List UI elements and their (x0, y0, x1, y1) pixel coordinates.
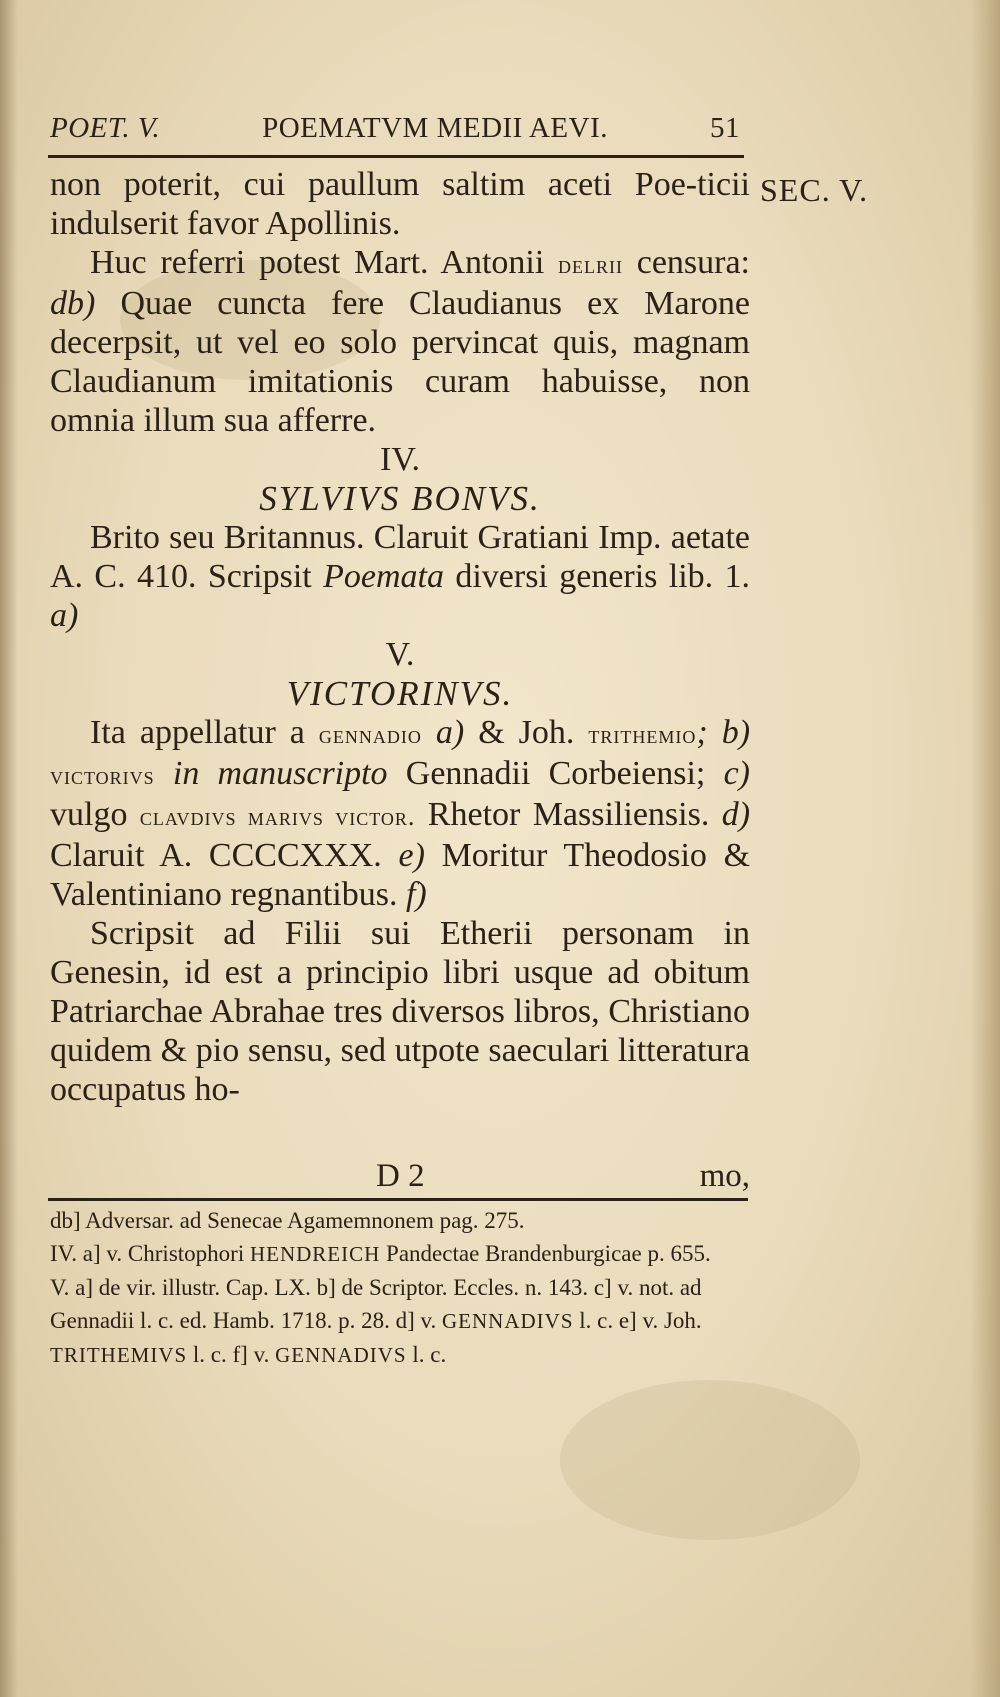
header-rule (48, 155, 744, 158)
author-name: gennadio (318, 720, 422, 749)
signature-line (50, 1158, 750, 1198)
footnote: db] Adversar. ad Senecae Agamemnonem pag. 275. (50, 1208, 525, 1233)
section-number: V. (385, 636, 415, 673)
text-run: Moritur Theodosio & Valentiniano regnantibus. (50, 837, 751, 913)
text-run: Rhetor Massiliensis. (427, 796, 710, 833)
footnote (50, 1237, 770, 1271)
footnotes (50, 1204, 770, 1372)
text-run: l. c. (412, 1342, 447, 1367)
text-run: l. c. f] v. (192, 1342, 270, 1367)
author-name: GENNADIVS (275, 1343, 407, 1367)
text-run: IV. a] v. Christophori (50, 1241, 245, 1266)
text-run: Quae cuncta fere Claudianus ex Marone decerpsit, ut vel eo solo pervincat quis, magnam Claudianum imitationis curam habuisse, non omnia illum sua afferre. (50, 285, 751, 439)
text-run: in manuscripto (172, 755, 388, 792)
text-run: Huc referri potest Mart. Antonii (90, 244, 545, 281)
text-run: l. c. e] v. Joh. (579, 1308, 702, 1333)
header-left: POET. V. (50, 112, 161, 144)
footnote-ref: a) (435, 714, 465, 751)
footnote-ref: d) (721, 796, 751, 833)
text-run: & Joh. (478, 714, 575, 751)
text-run: Brito seu Britannus. Claruit Gratiani Imp. aetate A. C. 410. Scripsit (50, 519, 750, 595)
author-name: trithemio (588, 720, 697, 749)
text-run: Gennadii Corbeiensi; (405, 755, 706, 792)
footnote-rule (48, 1198, 748, 1201)
author-name: TRITHEMIVS (50, 1343, 188, 1367)
paragraph: Scripsit ad Filii sui Etherii personam in Genesin, id est a principio libri usque ad obitum Patriarchae Abrahae tres diversos libros, Christiano quidem & pio sensu, sed utpote saeculari litteratura occupatus ho- (50, 915, 750, 1108)
text-run: censura: (636, 244, 751, 281)
author-name: delrii (558, 250, 623, 279)
work-title: Poemata (323, 558, 444, 595)
footnote-ref: c) (723, 755, 751, 792)
margin-note: SEC. V. (760, 172, 869, 208)
text-run: vulgo (50, 796, 128, 833)
text-run: diversi generis lib. 1. (455, 558, 751, 595)
paragraph: non poterit, cui paullum saltim aceti Poe-ticii indulserit favor Apollinis. (50, 166, 750, 242)
footnote (50, 1271, 770, 1372)
text-run: Claruit A. CCCCXXX. (50, 837, 382, 874)
footnote-ref: f) (405, 876, 427, 913)
author-name: clavdivs marivs victor. (139, 802, 416, 831)
section-number: IV. (380, 441, 420, 478)
text-run: Pandectae Brandenburgicae p. 655. (386, 1241, 711, 1266)
text-run: V. a] de vir. illustr. Cap. LX. b] de Scriptor. Eccles. n. 143. c] v. not. ad Gennadii l. c. ed. Hamb. 1718. p. 28. d] v. (50, 1275, 702, 1333)
catchword: mo, (699, 1158, 750, 1194)
foxing-stain (560, 1380, 860, 1540)
page-number: 51 (710, 112, 740, 144)
footnote-ref: db) (50, 285, 96, 322)
author-name: HENDREICH (249, 1242, 381, 1266)
paragraph (50, 518, 750, 635)
paragraph (50, 243, 750, 440)
footnote-ref: a) (50, 597, 79, 634)
footnote-ref: ; b) (696, 714, 751, 751)
section-heading: SYLVIVS BONVS. (259, 479, 541, 518)
footnote-ref: e) (398, 837, 425, 874)
paragraph (50, 713, 750, 914)
section-heading: VICTORINVS. (286, 674, 514, 713)
text-run: Ita appellatur a (90, 714, 305, 751)
author-name: GENNADIVS (442, 1309, 574, 1333)
author-name: victorivs (50, 761, 155, 790)
signature-mark: D 2 (376, 1158, 425, 1194)
main-text (50, 165, 750, 1109)
header-title: POEMATVM MEDII AEVI. (262, 112, 608, 144)
running-head (50, 112, 740, 145)
